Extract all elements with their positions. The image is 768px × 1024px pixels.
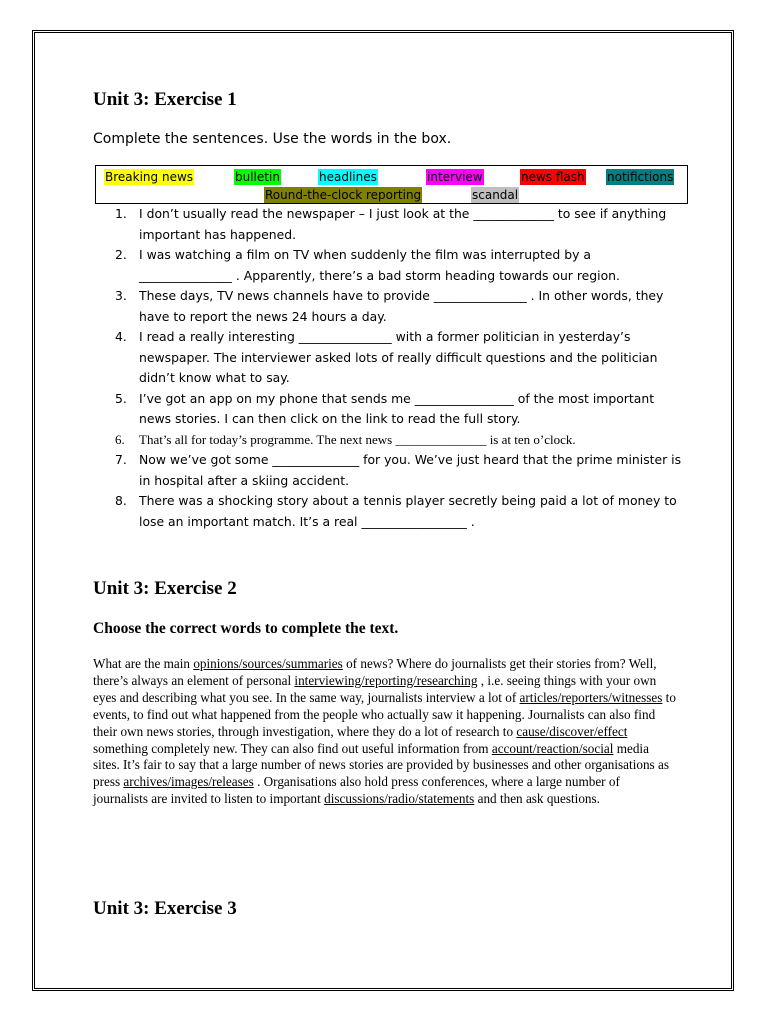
word-choice: account/reaction/social: [491, 740, 614, 756]
list-item: 3. These days, TV news channels have to provide _______________ . In other words, they have to report the news 24 hours a day.: [115, 288, 664, 324]
exercise1-heading: Unit 3: Exercise 1: [93, 89, 237, 110]
word-choice: cause/discover/effect: [516, 723, 628, 739]
word-box-word: notifictions: [607, 170, 674, 184]
word-choice: archives/images/releases: [123, 774, 254, 790]
exercise2-instruction: Choose the correct words to complete the text.: [93, 620, 399, 637]
word-box: [95, 165, 688, 204]
word-box-word: Round-the-clock reporting: [265, 188, 422, 202]
list-item: 7. Now we’ve got some ______________ for you. We’ve just heard that the prime minister is in hospital after a skiing accident.: [115, 452, 682, 488]
list-item: 5. I’ve got an app on my phone that sends me ________________ of the most important news stories. I can then click on the link to read the full story.: [115, 390, 655, 426]
word-box-word: scandal: [472, 188, 519, 202]
word-box-word: bulletin: [235, 170, 280, 184]
word-box-word: news flash: [521, 170, 585, 184]
list-item: 2. I was watching a film on TV when suddenly the film was interrupted by a _______________ . Apparently, there’s a bad storm heading towards our region.: [115, 247, 620, 283]
exercise2-heading: Unit 3: Exercise 2: [93, 578, 237, 599]
exercise2-paragraph: What are the main opinions/sources/summaries of news? Where do journalists get their stories from? Well, there’s always an element of personal interviewing/reporting/researching , i.e. seeing things with your own eyes and describing what you see. In the same way, journalists interview a lot of articles/reporters/witnesses to events, to find out what happened from the people who actually saw it happening. Journalists can also find their own news stories, through investigation, where they do a lot of research to cause/discover/effect something completely new. They can also find out useful information from account/reaction/social media sites. It’s fair to say that a large number of news stories are provided by businesses and other organisations as press archives/images/releases . Organisations also hold press conferences, where a large number of journalists are invited to listen to important discussions/radio/statements and then ask questions.: [93, 656, 676, 807]
exercise3-heading: Unit 3: Exercise 3: [93, 898, 237, 919]
exercise1-instruction: Complete the sentences. Use the words in the box.: [93, 131, 452, 147]
word-box-word: interview: [427, 170, 483, 184]
word-choice: interviewing/reporting/researching: [294, 672, 478, 688]
word-choice: discussions/radio/statements: [324, 791, 475, 807]
list-item: 4. I read a really interesting _______________ with a former politician in yesterday’s newspaper. The interviewer asked lots of really difficult questions and the politician didn’t know what to say.: [115, 329, 658, 385]
word-choice: articles/reporters/witnesses: [519, 689, 663, 705]
word-choice: opinions/sources/summaries: [193, 656, 343, 671]
word-box-word: Breaking news: [105, 170, 194, 184]
list-item: 6. That’s all for today’s programme. The next news ______________ is at ten o’clock.: [115, 431, 576, 447]
list-item: 8. There was a shocking story about a tennis player secretly being paid a lot of money to lose an important match. It’s a real _________________ .: [115, 493, 677, 529]
list-item: 1. I don’t usually read the newspaper – I just look at the _____________ to see if anything important has happened.: [115, 206, 667, 242]
exercise1-list: [93, 204, 683, 532]
word-box-word: headlines: [319, 170, 377, 184]
